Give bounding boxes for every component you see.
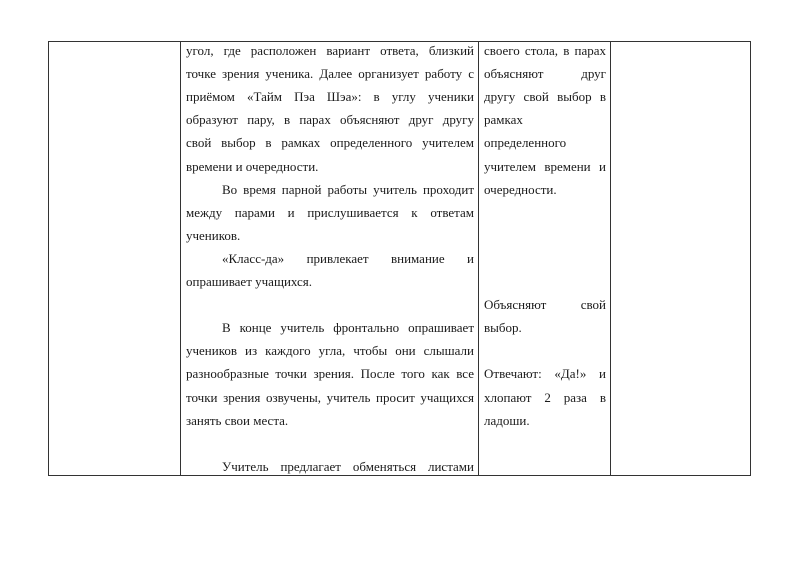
text-line: [186, 159, 474, 182]
text-line-content: Во время парной работы учитель проходит: [222, 181, 474, 197]
text-line-content: приёмом «Тайм Пэа Шэа»: в углу ученики: [186, 89, 474, 105]
text-line-content: занять свои места.: [186, 412, 289, 428]
text-line: [186, 182, 474, 205]
text-line-content: хлопают 2 раза в: [484, 389, 606, 405]
text-line: [186, 413, 474, 436]
text-line: [484, 135, 606, 158]
text-line: [186, 135, 474, 158]
text-line: [484, 297, 606, 320]
lesson-plan-table: [48, 41, 751, 476]
text-line-content: «Класс-да» привлекает внимание и: [222, 250, 474, 266]
text-line: [484, 182, 606, 205]
text-line: [484, 43, 606, 66]
text-line: [186, 274, 474, 297]
text-line-content: образуют пару, в парах объясняют друг другу: [186, 112, 474, 128]
text-line: [186, 89, 474, 112]
text-line-content: между парами и прислушивается к ответам: [186, 204, 474, 220]
text-line: [186, 459, 474, 475]
text-line: [186, 205, 474, 228]
text-line-content: угол, где расположен вариант ответа, близкий: [186, 43, 474, 58]
text-line-content: учителем времени и: [484, 158, 606, 174]
table-cell-student-activity: [484, 42, 606, 475]
text-line-content: своего стола, в парах: [484, 43, 606, 58]
text-line: [186, 43, 474, 66]
text-line: [484, 274, 606, 297]
text-line-content: определенного: [484, 135, 567, 151]
text-line-content: учеников из каждого угла, чтобы они слышали: [186, 343, 474, 359]
text-line: [484, 320, 606, 343]
text-line: [484, 205, 606, 228]
text-line-content: точки зрения озвучены, учитель просит учащихся: [186, 389, 474, 405]
text-line-content: опрашивает учащихся.: [186, 274, 313, 289]
text-line: [484, 413, 606, 436]
text-line: [186, 343, 474, 366]
text-line: [484, 366, 606, 389]
text-line-content: очередности.: [484, 181, 557, 197]
text-line: [186, 251, 474, 274]
text-line-content: ладоши.: [484, 412, 530, 428]
text-line: [186, 436, 474, 459]
table-cell-col4: [611, 42, 750, 475]
text-line-content: В конце учитель фронтально опрашивает: [222, 320, 474, 336]
text-line-content: точке зрения ученика. Далее организует работу с: [186, 66, 474, 82]
text-line: [484, 89, 606, 112]
text-line: [186, 366, 474, 389]
text-line: [186, 228, 474, 251]
text-line: [186, 390, 474, 413]
text-line: [484, 251, 606, 274]
text-line-content: Отвечают: «Да!» и: [484, 366, 606, 382]
text-line: [186, 112, 474, 135]
text-line: [484, 159, 606, 182]
text-line: [484, 66, 606, 89]
text-line: [484, 390, 606, 413]
text-line-content: Объясняют свой: [484, 297, 606, 313]
text-line: [186, 297, 474, 320]
text-line-content: другу свой выбор в: [484, 89, 606, 105]
text-line-content: разнообразные точки зрения. После того как все: [186, 366, 474, 382]
text-line-content: выбор.: [484, 320, 522, 336]
table-cell-teacher-activity: [186, 42, 474, 475]
text-line: [484, 343, 606, 366]
text-line: [186, 66, 474, 89]
text-line-content: свой выбор в рамках определенного учителем: [186, 135, 474, 151]
text-line-content: учеников.: [186, 227, 241, 243]
text-line-content: времени и очередности.: [186, 158, 319, 174]
text-line-content: Учитель предлагает обменяться листами: [222, 458, 474, 474]
text-line-content: рамках: [484, 112, 523, 128]
column-divider: [180, 42, 181, 475]
text-line: [484, 228, 606, 251]
text-line: [484, 112, 606, 135]
table-cell-col1: [49, 42, 180, 475]
column-divider: [478, 42, 479, 475]
text-line: [186, 320, 474, 343]
text-line-content: объясняют друг: [484, 66, 606, 82]
